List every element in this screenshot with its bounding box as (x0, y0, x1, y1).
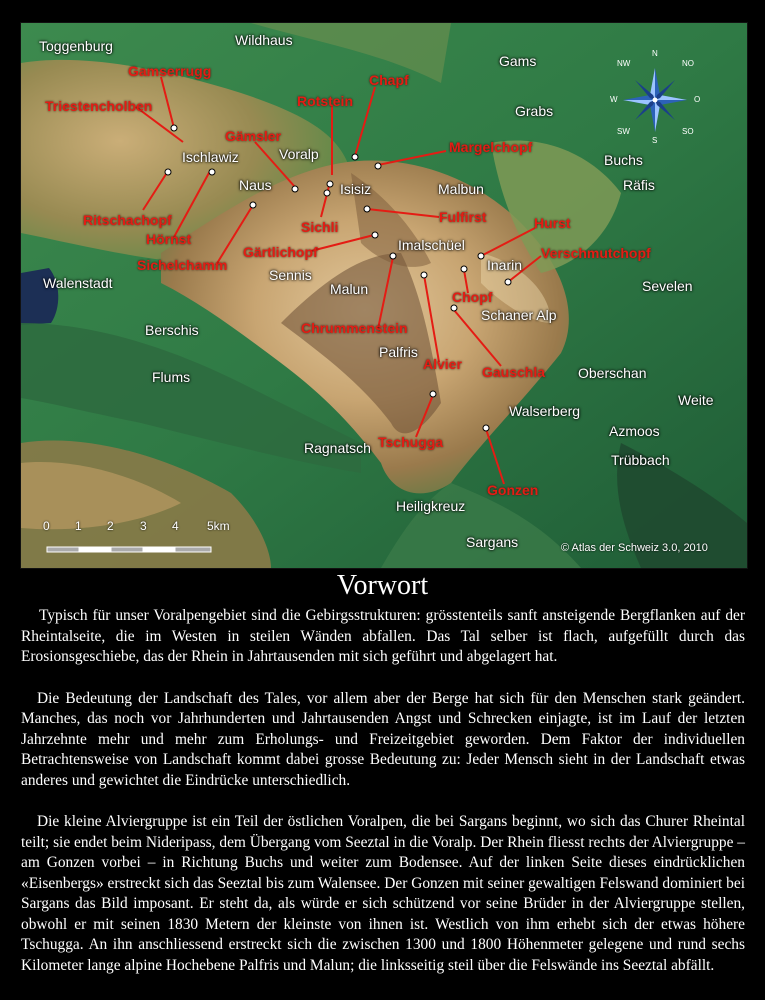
compass-s: S (652, 136, 658, 145)
peak-label: Gämsler (225, 128, 282, 144)
peak-label: Hörnst (146, 231, 192, 247)
compass-n: N (652, 49, 658, 58)
place-label: Grabs (515, 103, 554, 119)
map-credit: © Atlas der Schweiz 3.0, 2010 (561, 542, 708, 554)
peak-label: Alvier (423, 356, 462, 372)
peak-label: Sichelchamm (137, 257, 228, 273)
paragraph: Die kleine Alviergruppe ist ein Teil der östlichen Voralpen, die bei Sargans beginnt, wo sich das Churer Rheintal teilt; sie endet beim Nideripass, dem Übergang vom Seeztal in die Voralp. Der Rhein fliesst rechts der Alviergruppe – am Gonzen vorbei – in Richtung Buchs und weiter zum Bodensee. Auf der linken Seite dieses eindrücklichen «Eisenbergs» erstreckt sich das Seeztal bis zum Walensee. Der Gonzen mit seiner gewaltigen Felswand dominiert bei Sargans das Bild imposant. Er steht da, als würde er sich schützend vor seine Brüder in der Alviergruppe stellen, obwohl er mit seinen 1830 Metern der kleinste von ihnen ist. Westlich von ihm erhebt sich der etwas höhere Tschugga. An ihn anschliessend erstreckt sich die zwischen 1300 und 1800 Höhenmeter gelegene und rund sechs Kilometer lange alpine Hochebene Palfris und Malun; die linksseitig steil über die Felswände ins Seeztal abfällt. (21, 813, 745, 974)
scale-tick: 1 (75, 519, 82, 533)
place-label: Berschis (145, 322, 199, 338)
peak-label: Margelchopf (449, 139, 533, 155)
peak-label: Chrummenstein (301, 320, 408, 336)
compass-no: NO (682, 59, 694, 68)
place-label: Ragnatsch (304, 440, 371, 456)
place-label: Heiligkreuz (396, 498, 466, 514)
place-label: Azmoos (609, 423, 660, 439)
place-label: Weite (678, 392, 714, 408)
place-label: Voralp (279, 146, 319, 162)
place-label: Imalschüel (398, 237, 465, 253)
place-label: Sargans (466, 534, 519, 550)
scale-tick: 4 (172, 519, 179, 533)
place-label: Sennis (269, 267, 312, 283)
place-label: Buchs (604, 152, 643, 168)
compass-sw: SW (617, 127, 630, 136)
paragraph: Typisch für unser Voralpengebiet sind die Gebirgsstrukturen: grösstenteils sanft ansteigende Bergflanken auf der Rheintalseite, die im Westen in steilen Wänden abfallen. Das Tal selber ist flach, aufgefüllt durch das Erosionsgeschiebe, das der Rhein in Jahrtausenden mit sich geführt und abgelagert hat. (21, 607, 745, 665)
compass-w: W (610, 95, 618, 104)
peak-label: Hurst (534, 215, 571, 231)
foreword-text (21, 606, 745, 997)
scale-bar (47, 547, 211, 552)
place-label: Palfris (379, 344, 418, 360)
place-label: Walserberg (509, 403, 581, 419)
page-title: Vorwort (336, 570, 429, 601)
place-label: Räfis (623, 177, 655, 193)
scale-tick: 0 (43, 519, 50, 533)
place-label: Malbun (438, 181, 484, 197)
compass-nw: NW (617, 59, 631, 68)
peak-label: Tschugga (378, 434, 444, 450)
compass-so: SO (682, 127, 694, 136)
peak-label: Rotstein (297, 93, 353, 109)
scale-tick: 3 (140, 519, 147, 533)
place-label: Ischlawiz (182, 149, 239, 165)
peak-label: Verschmutchopf (541, 245, 651, 261)
place-label: Wildhaus (235, 32, 293, 48)
peak-label: Gonzen (487, 482, 539, 498)
place-label: Isisiz (340, 181, 372, 197)
place-label: Walenstadt (43, 275, 113, 291)
peak-label: Sichli (301, 219, 339, 235)
place-label: Oberschan (578, 365, 647, 381)
place-label: Gams (499, 53, 537, 69)
place-label: Inarin (487, 257, 523, 273)
place-label: Schaner Alp (481, 307, 557, 323)
compass-o: O (694, 95, 701, 104)
place-label: Flums (152, 369, 191, 385)
place-label: Toggenburg (39, 38, 113, 54)
peak-label: Ritschachopf (83, 212, 172, 228)
peak-label: Chapf (369, 72, 409, 88)
paragraph: Die Bedeutung der Landschaft des Tales, vor allem aber der Berge hat sich für den Menschen stark geändert. Manches, das noch vor Jahrhunderten und Jahrtausenden Angst und Schrecken einjagte, ist im Lauf der letzten Jahrzehnte mehr und mehr zum Erholungs- und Freizeitgebiet geworden. Dem Faktor der individuellen Betrachtensweise von Landschaft kommt dabei grosse Bedeutung zu: Jeder Mensch sieht in der Landschaft etwas anderes und gewichtet die Eindrücke unterschiedlich. (21, 689, 745, 789)
peak-label: Chopf (452, 289, 493, 305)
place-label: Trübbach (611, 452, 670, 468)
place-label: Malun (330, 281, 369, 297)
relief-map (20, 22, 748, 569)
scale-tick: 2 (107, 519, 114, 533)
peak-label: Gauschla (482, 364, 546, 380)
scale-unit: 5km (207, 519, 230, 533)
place-label: Naus (239, 177, 272, 193)
place-label: Sevelen (642, 278, 693, 294)
peak-label: Gärtlichopf (243, 244, 318, 260)
peak-label: Triestencholben (45, 98, 153, 114)
peak-label: Gamserrugg (128, 63, 212, 79)
peak-label: Fulfirst (439, 209, 487, 225)
